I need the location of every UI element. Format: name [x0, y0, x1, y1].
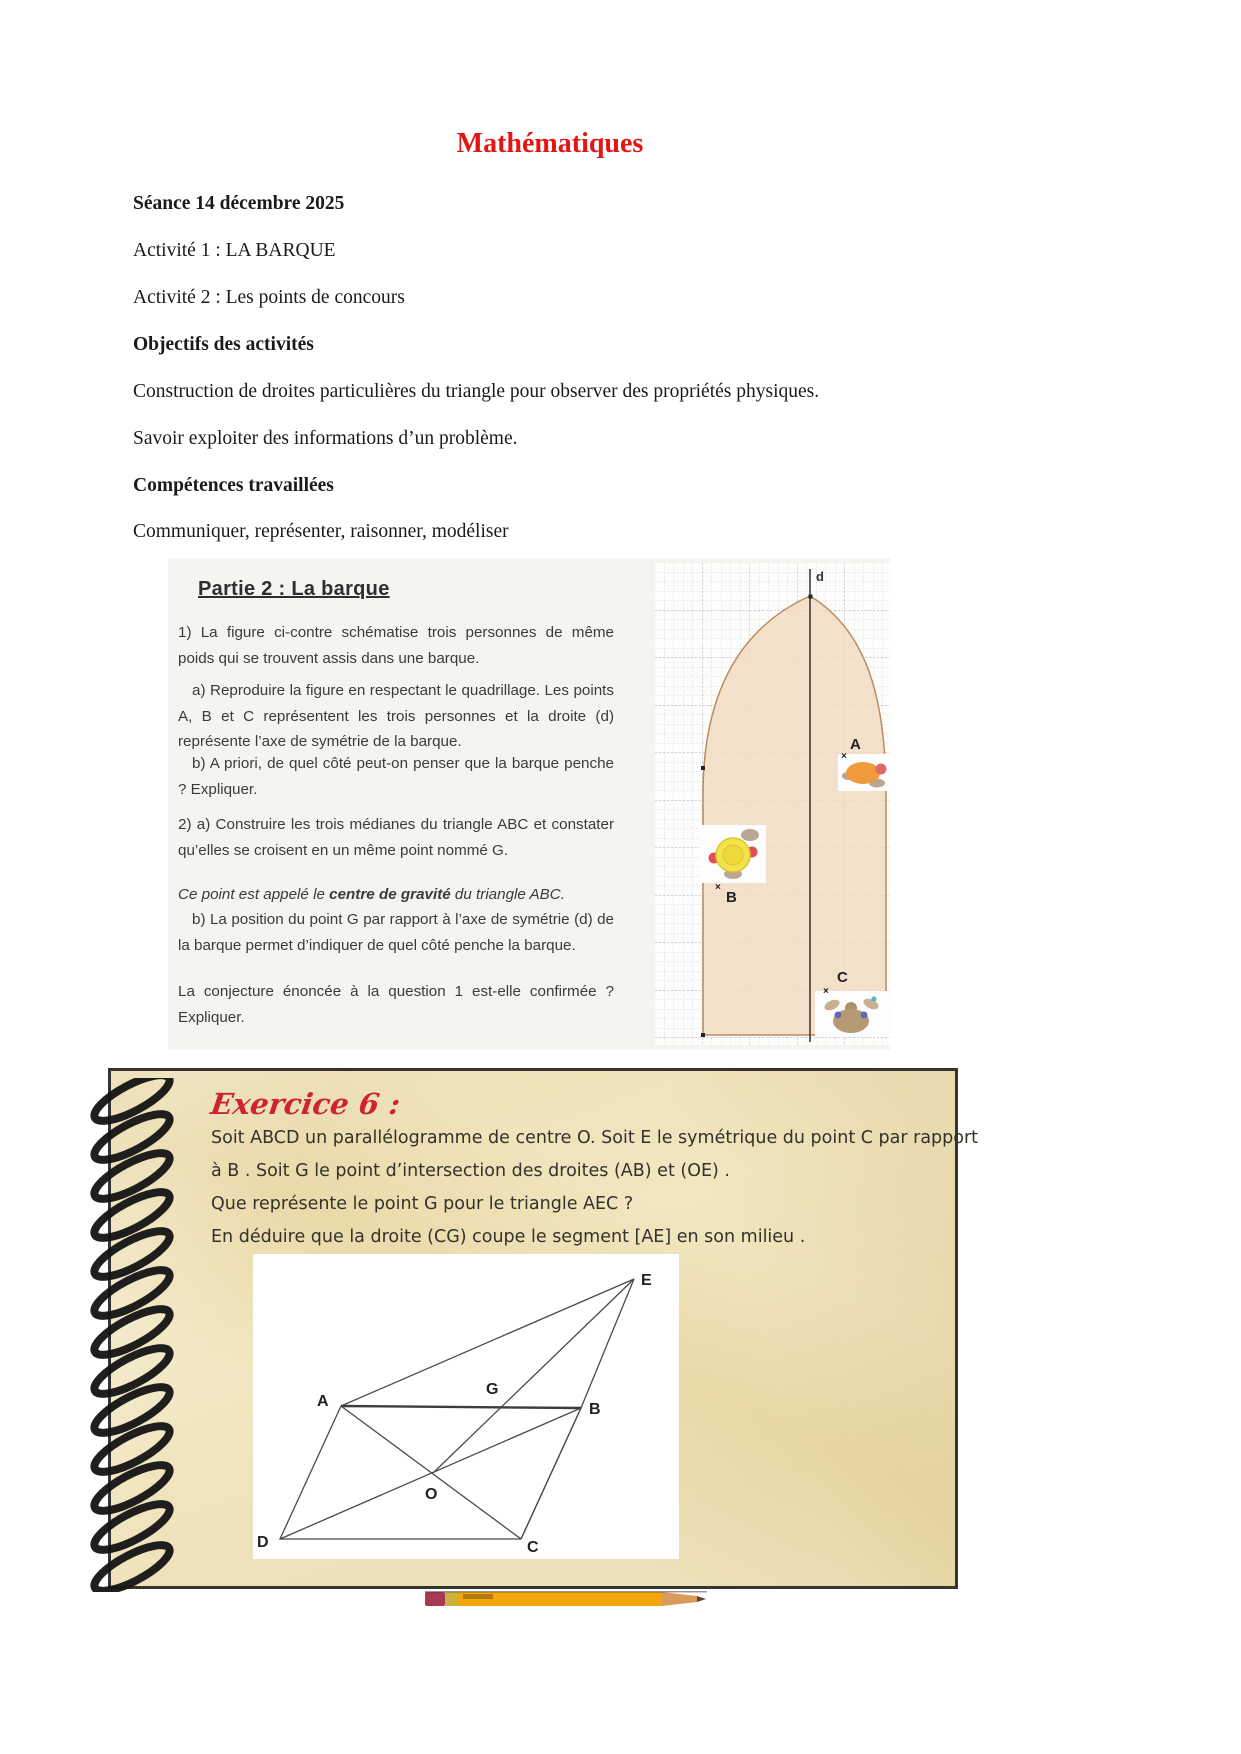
- label-c: C: [527, 1539, 539, 1556]
- point-a-cross: ×: [841, 751, 847, 762]
- worksheet-paragraph-a: a) Reproduire la figure en respectant le quadrillage. Les points A, B et C représentent les trois personnes et la droite (d) représente l’axe de symétrie de la barque.: [178, 682, 614, 750]
- label-e: E: [641, 1272, 652, 1289]
- italic-suffix: du triangle ABC.: [450, 886, 565, 903]
- pencil-outline: [425, 1591, 707, 1593]
- exercise-title: Exercice 6 :: [208, 1087, 403, 1121]
- boat-figure: [655, 563, 890, 1048]
- segment-ab: [341, 1406, 581, 1408]
- italic-bold-term: centre de gravité: [329, 886, 451, 903]
- line-seance: Séance 14 décembre 2025: [133, 193, 345, 214]
- label-o: O: [425, 1486, 438, 1503]
- person-c-figure: [815, 991, 889, 1037]
- point-c-cross: ×: [823, 986, 829, 997]
- pencil-tip: [697, 1596, 706, 1602]
- spiral-binding: [72, 1078, 192, 1592]
- line-objectifs: Objectifs des activités: [133, 334, 314, 355]
- pencil-ferrule: [445, 1592, 457, 1606]
- label-b: B: [589, 1401, 601, 1418]
- worksheet-paragraph-2a: 2) a) Construire les trois médianes du triangle ABC et constater qu’elles se croisent en un même point nommé G.: [178, 816, 614, 859]
- line-competences: Compétences travaillées: [133, 475, 334, 496]
- worksheet-paragraph-b: b) A priori, de quel côté peut-on penser que la barque penche ? Expliquer.: [178, 755, 614, 798]
- bow-tip-dot: [809, 595, 813, 599]
- worksheet-title: Partie 2 : La barque: [198, 578, 390, 600]
- exercise-line-1: Soit ABCD un parallélogramme de centre O. Soit E le symétrique du point C par rapport: [211, 1128, 979, 1148]
- worksheet-paragraph-1: 1) La figure ci-contre schématise trois personnes de même poids qui se trouvent assis dans une barque.: [178, 624, 614, 667]
- exercise-paper: [108, 1068, 979, 1589]
- line-activite-2: Activité 2 : Les points de concours: [133, 287, 405, 308]
- stern-left-dot: [701, 1033, 705, 1037]
- line-activite-1: Activité 1 : LA BARQUE: [133, 240, 336, 261]
- exercise-line-3: Que représente le point G pour le triangle AEC ?: [211, 1194, 634, 1214]
- italic-prefix: Ce point est appelé le: [178, 886, 330, 903]
- worksheet-paragraph-b2: b) La position du point G par rapport à l’axe de symétrie (d) de la barque permet d’indiquer de quel côté penche la barque.: [178, 911, 614, 954]
- label-a: A: [317, 1393, 329, 1410]
- worksheet-scan: [168, 558, 890, 1050]
- point-b-cross: ×: [715, 882, 721, 893]
- pencil-marking: [463, 1594, 493, 1599]
- line-savoir: Savoir exploiter des informations d’un problème.: [133, 428, 518, 449]
- exercise-line-2: à B . Soit G le point d’intersection des droites (AB) et (OE) .: [211, 1161, 730, 1181]
- line-construction: Construction de droites particulières du triangle pour observer des propriétés physiques.: [133, 381, 820, 402]
- page-title: Mathématiques: [456, 128, 644, 159]
- point-a-label: A: [850, 736, 861, 753]
- pencil-image: [425, 1591, 707, 1606]
- exercise-line-4: En déduire que la droite (CG) coupe le segment [AE] en son milieu .: [211, 1227, 806, 1247]
- point-c-label: C: [837, 969, 848, 986]
- pencil-eraser: [425, 1592, 445, 1606]
- line-communiquer: Communiquer, représenter, raisonner, modéliser: [133, 521, 509, 542]
- worksheet-paragraph-conjecture: La conjecture énoncée à la question 1 est-elle confirmée ? Expliquer.: [178, 983, 614, 1026]
- worksheet-paragraph-italic: [178, 882, 614, 908]
- axis-label-d: d: [816, 569, 824, 584]
- point-b-label: B: [726, 889, 737, 906]
- parallelogram-diagram: [253, 1254, 679, 1559]
- person-b-figure: [700, 825, 766, 883]
- label-d: D: [257, 1534, 269, 1551]
- pencil-wood: [662, 1592, 697, 1606]
- label-g: G: [486, 1381, 499, 1398]
- parallelogram-svg: [253, 1254, 679, 1559]
- left-edge-dot: [701, 766, 705, 770]
